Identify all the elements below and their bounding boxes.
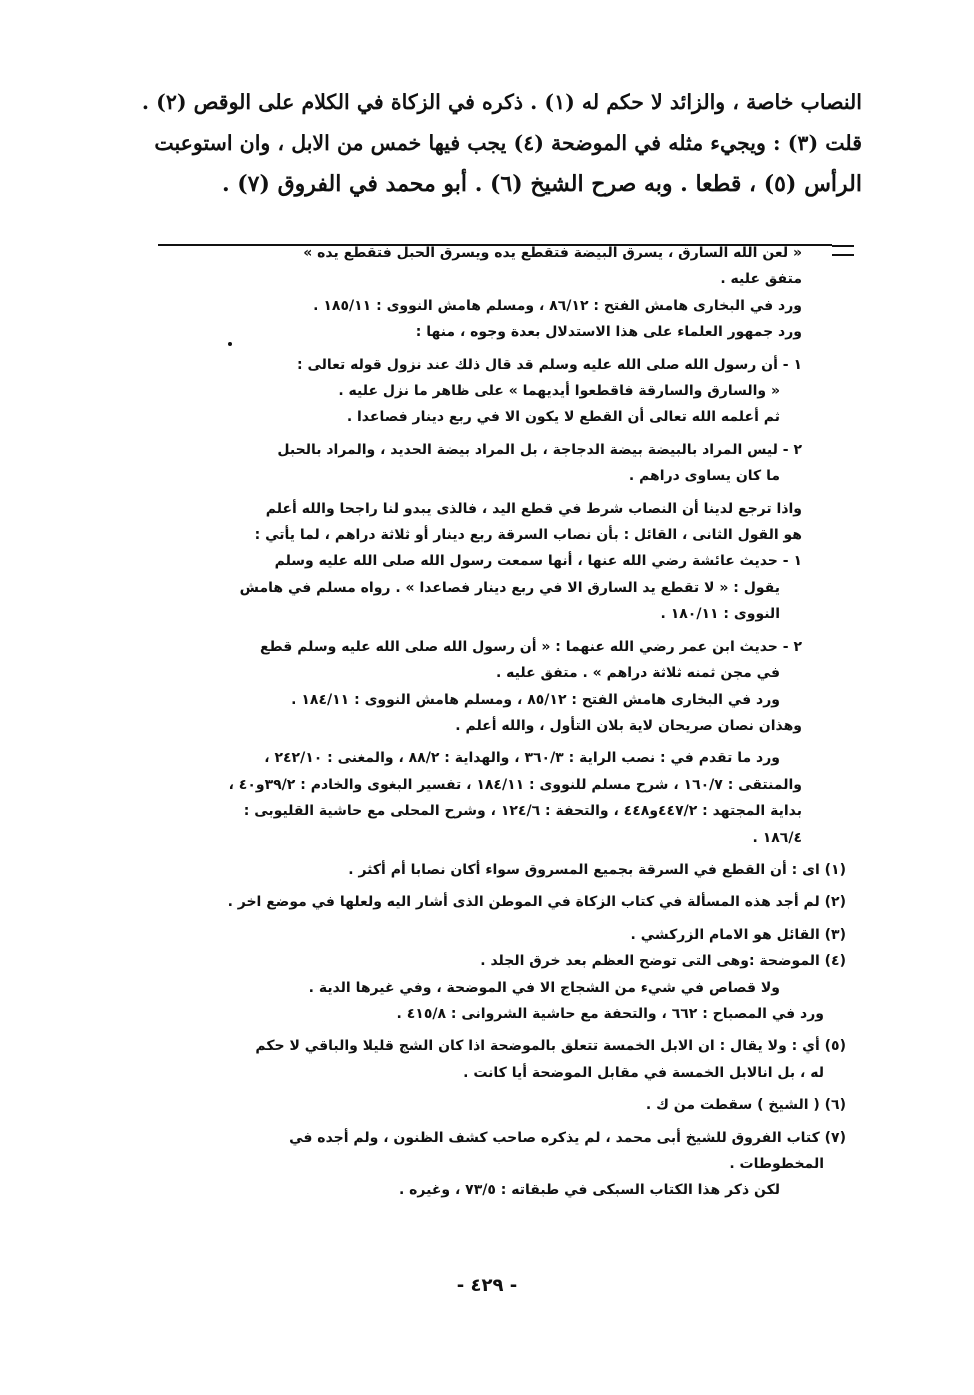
footnote-1: (١) اى : أن القطع في السرقة بجميع المسروق سواء أكان نصابا أم أكثر . <box>348 861 846 878</box>
footnote-5: (٥) أي : ولا يقال : ان الابل الخمسة تتعلق بالموضحة اذا كان الشج قليلا والباقي لا حكم <box>255 1038 846 1055</box>
footnote-continuation-line: واذا ترجع لدينا أن النصاب شرط في قطع اليد ، فالذى يبدو لنا راجحا والله أعلم <box>265 500 802 517</box>
footnote-continuation-line: « والسارق والسارقة فاقطعوا أيديهما » على ظاهر ما نزل عليه . <box>338 383 780 400</box>
main-text-line: الرأس (٥) ، قطعا . وبه صرح الشيخ (٦) . أبو محمد في الفروق (٧) . <box>221 171 862 197</box>
footnote-4-line: ولا قصاص في شيء من الشجاج الا في الموضحة ، وفي غيرها الدية . <box>308 979 780 996</box>
footnote-continuation-line: يقول : « لا تقطع يد السارق الا في ربع دينار فصاعدا » . رواه مسلم في هامش <box>239 579 780 596</box>
footnote-continuation-line: ٢ - ليس المراد بالبيضة بيضة الدجاجة ، بل المراد بيضة الحديد ، والمراد بالحبل <box>277 441 802 458</box>
footnote-continuation-line: « لعن الله السارق ، يسرق البيضة فتقطع يده ويسرق الحبل فتقطع يده » <box>303 245 802 261</box>
footnote-continuation-line: هو القول الثانى ، القائل : بأن نصاب السرقة ربع دينار أو ثلاثة دراهم ، لما يأتي : <box>254 527 802 544</box>
footnote-continuation-line: ١ - حديث عائشة رضي الله عنها ، أنها سمعت رسول الله صلى الله عليه وسلم <box>274 553 802 570</box>
footnote-continuation-line: بداية المجتهد : ٤٤٧/٢و٤٤٨ ، والتحفة : ١٢٤/٦ ، وشرح المحلى مع حاشية القليوبى : <box>243 803 802 820</box>
footnote-5-line: له ، بل انالابل الخمسة في مقابل الموضحة أيا كانت . <box>463 1064 824 1081</box>
footnote-continuation-line: متفق عليه . <box>720 271 802 288</box>
footnote-2: (٢) لم أجد هذه المسألة في كتاب الزكاة في الموطن الذى أشار اليه ولعلها في موضع اخر . <box>227 894 846 911</box>
footnote-continuation-line: ورد ما تقدم في : نصب الراية : ٣٦٠/٣ ، والهداية : ٨٨/٢ ، والمغنى : ٢٤٢/١٠ ، <box>264 750 780 767</box>
main-text-line: النصاب خاصة ، والزائد لا حكم له (١) . ذكره في الزكاة في الكلام على الوقص (٢) . <box>141 90 862 114</box>
footnote-continuation-line: ١ - أن رسول الله صلى الله عليه وسلم قد قال ذلك عند نزول قوله تعالى : <box>296 356 802 373</box>
footnote-continuation-line: ١٨٦/٤ . <box>752 829 802 846</box>
footnotes-section <box>158 240 846 1204</box>
page-number: - ٤٢٩ - <box>456 1275 518 1296</box>
footnote-continuation-line: النووى : ١٨٠/١١ . <box>660 606 780 623</box>
footnote-7-line: المخطوطات . <box>729 1156 824 1172</box>
footnote-6: (٦) ( الشيخ ) سقطت من ك . <box>645 1097 846 1114</box>
main-text-line: قلت (٣) : ويجيء مثله في الموضحة (٤) يجب فيها خمس من الابل ، وان استوعبت <box>154 131 862 155</box>
footnote-continuation-line: والمنتقى : ١٦٠/٧ ، شرح مسلم للنووى : ١٨٤/١١ ، تفسير البغوى والخادم : ٣٩/٢و٤٠ ، <box>228 776 802 793</box>
footnote-3: (٣) القائل هو الامام الزركشي . <box>630 926 846 943</box>
footnote-continuation-line: في مجن ثمنه ثلاثة دراهم » . متفق عليه . <box>495 665 780 682</box>
footnote-4-line: ورد في المصباح : ٦٦٢ ، والتحفة مع حاشية الشروانى : ٤١٥/٨ . <box>396 1005 824 1022</box>
footnote-continuation-line: ما كان يساوى دراهم . <box>628 468 780 485</box>
footnote-continuation-line: ثم أعلمه الله تعالى أن القطع لا يكون الا في ربع دينار فصاعدا . <box>346 409 780 426</box>
footnote-7-line: لكن ذكر هذا الكتاب السبكى في طبقاته : ٧٣/٥ ، وغيره . <box>398 1182 780 1199</box>
footnote-continuation-line: ورد جمهور العلماء على هذا الاستدلال بعدة وجوه ، منها : <box>415 324 802 341</box>
footnote-continuation-line: ورد في البخارى هامش الفتح : ٨٦/١٢ ، ومسلم هامش النووى : ١٨٥/١١ . <box>313 297 802 314</box>
footnote-continuation-line: ٢ - حديث ابن عمر رضي الله عنهما : « أن رسول الله صلى الله عليه وسلم قطع <box>259 638 802 655</box>
footnote-continuation-line: وهذان نصان صريحان لاية بلان التأول ، والله أعلم . <box>455 717 802 734</box>
footnote-4: (٤) الموضحة :وهى التى توضح العظم بعد خرق الجلد . <box>480 953 846 970</box>
main-body-text <box>140 82 862 205</box>
footnote-continuation-line: ورد في البخارى هامش الفتح : ٨٥/١٢ ، ومسلم هامش النووى : ١٨٤/١١ . <box>291 691 780 708</box>
footnote-7: (٧) كتاب الفروق للشيخ أبى محمد ، لم يذكره صاحب كشف الظنون ، ولم أجده في <box>289 1129 846 1146</box>
